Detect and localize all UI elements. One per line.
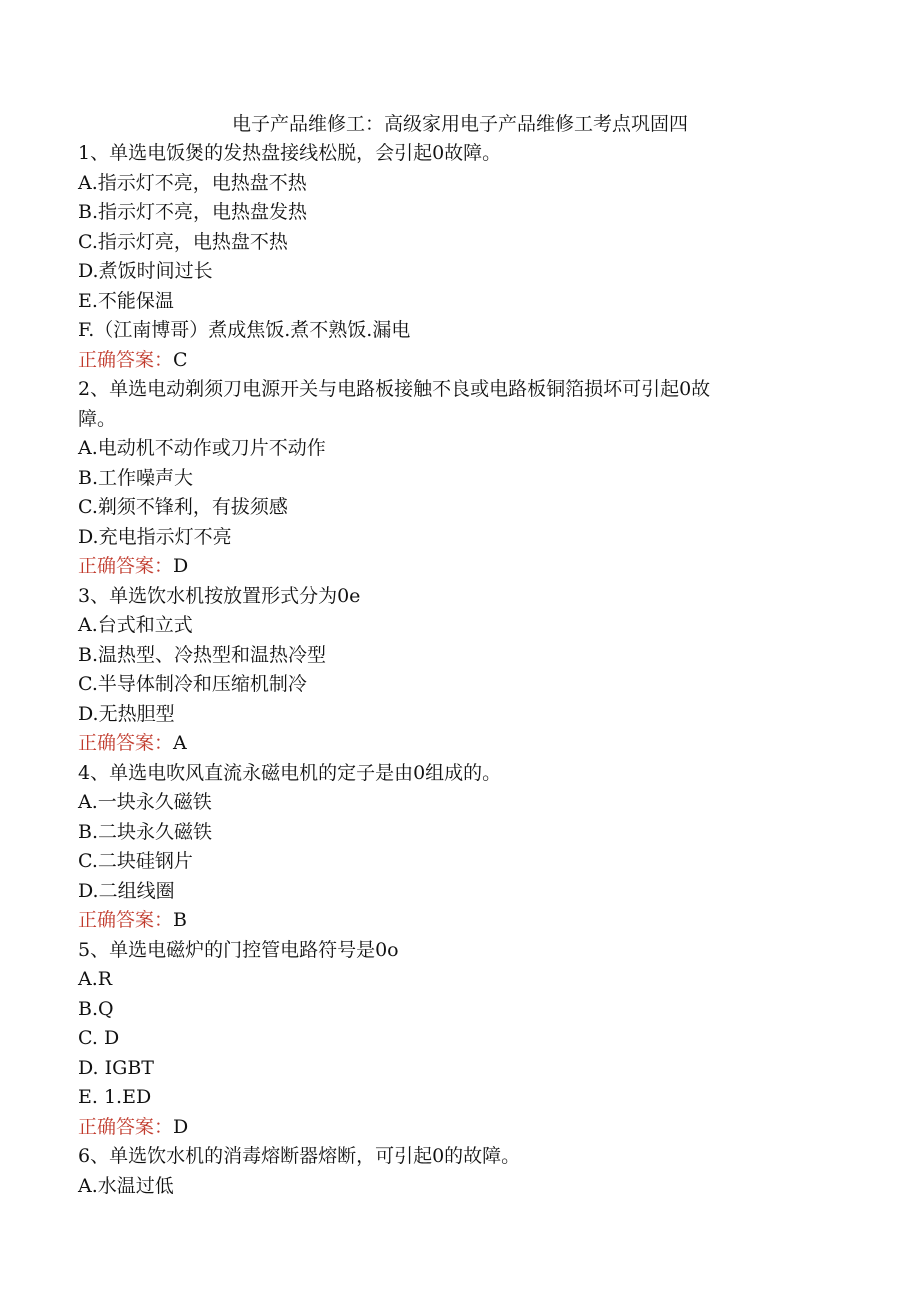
option-d: D.无热胆型: [78, 702, 175, 725]
question-stem: 3、单选饮水机按放置形式分为0e: [78, 584, 361, 607]
option-d: D. IGBT: [78, 1056, 154, 1079]
option-c: C.指示灯亮，电热盘不热: [78, 230, 288, 253]
option-b: B.工作噪声大: [78, 466, 194, 489]
option-a: A.一块永久磁铁: [78, 791, 212, 813]
answer-label: 正确答案：: [78, 1115, 174, 1138]
question-2: [78, 375, 818, 582]
answer-label: 正确答案：: [78, 348, 174, 371]
answer-label: 正确答案：: [78, 732, 174, 754]
option-b: B.温热型、冷热型和温热冷型: [78, 643, 327, 666]
document-title: 电子产品维修工：高级家用电子产品维修工考点巩固四: [231, 113, 688, 135]
question-stem: 2、单选电动剃须刀电源开关与电路板接触不良或电路板铜箔损坏可引起0故: [78, 378, 711, 400]
question-stem: 6、单选饮水机的消毒熔断器熔断，可引起0的故障。: [78, 1145, 521, 1167]
option-d: D.煮饭时间过长: [78, 260, 213, 282]
question-3: [78, 582, 818, 759]
option-c: C.半导体制冷和压缩机制冷: [78, 673, 307, 695]
option-a: A.水温过低: [78, 1174, 174, 1197]
question-4: [78, 759, 818, 936]
option-d: D.充电指示灯不亮: [78, 525, 232, 548]
option-f: F.（江南博哥）煮成焦饭.煮不熟饭.漏电: [78, 319, 411, 341]
option-a: A.指示灯不亮，电热盘不热: [78, 171, 307, 194]
answer-line: [78, 729, 818, 759]
answer-value: A: [173, 732, 187, 754]
answer-line: [78, 346, 818, 376]
option-b: B.指示灯不亮，电热盘发热: [78, 201, 308, 223]
answer-line: [78, 906, 818, 936]
answer-value: C: [173, 348, 188, 371]
answer-value: D: [173, 555, 189, 577]
answer-value: D: [173, 1115, 189, 1138]
option-e: E. 1.ED: [78, 1086, 152, 1108]
question-5: [78, 936, 818, 1143]
option-d: D.二组线圈: [78, 879, 175, 902]
option-b: B.Q: [78, 997, 114, 1020]
option-a: A.电动机不动作或刀片不动作: [78, 437, 326, 459]
option-c: C.二块硅钢片: [78, 850, 193, 872]
option-c: C.剃须不锋利，有拔须感: [78, 496, 288, 518]
option-a: A.台式和立式: [78, 614, 193, 636]
question-stem: 1、单选电饭煲的发热盘接线松脱，会引起0故障。: [78, 142, 502, 164]
question-list: [78, 139, 818, 1201]
question-6: [78, 1142, 818, 1201]
question-stem-continued: 障。: [78, 407, 117, 430]
question-stem: 5、单选电磁炉的门控管电路符号是0o: [78, 938, 399, 961]
option-a: A.R: [78, 968, 113, 990]
answer-label: 正确答案：: [78, 909, 174, 931]
answer-label: 正确答案：: [78, 555, 174, 577]
answer-line: [78, 552, 818, 582]
answer-value: B: [173, 909, 187, 931]
option-e: E.不能保温: [78, 289, 174, 312]
answer-line: [78, 1113, 818, 1143]
question-1: [78, 139, 818, 375]
option-b: B.二块永久磁铁: [78, 820, 213, 843]
option-c: C. D: [78, 1027, 120, 1049]
question-stem: 4、单选电吹风直流永磁电机的定子是由0组成的。: [78, 761, 502, 784]
